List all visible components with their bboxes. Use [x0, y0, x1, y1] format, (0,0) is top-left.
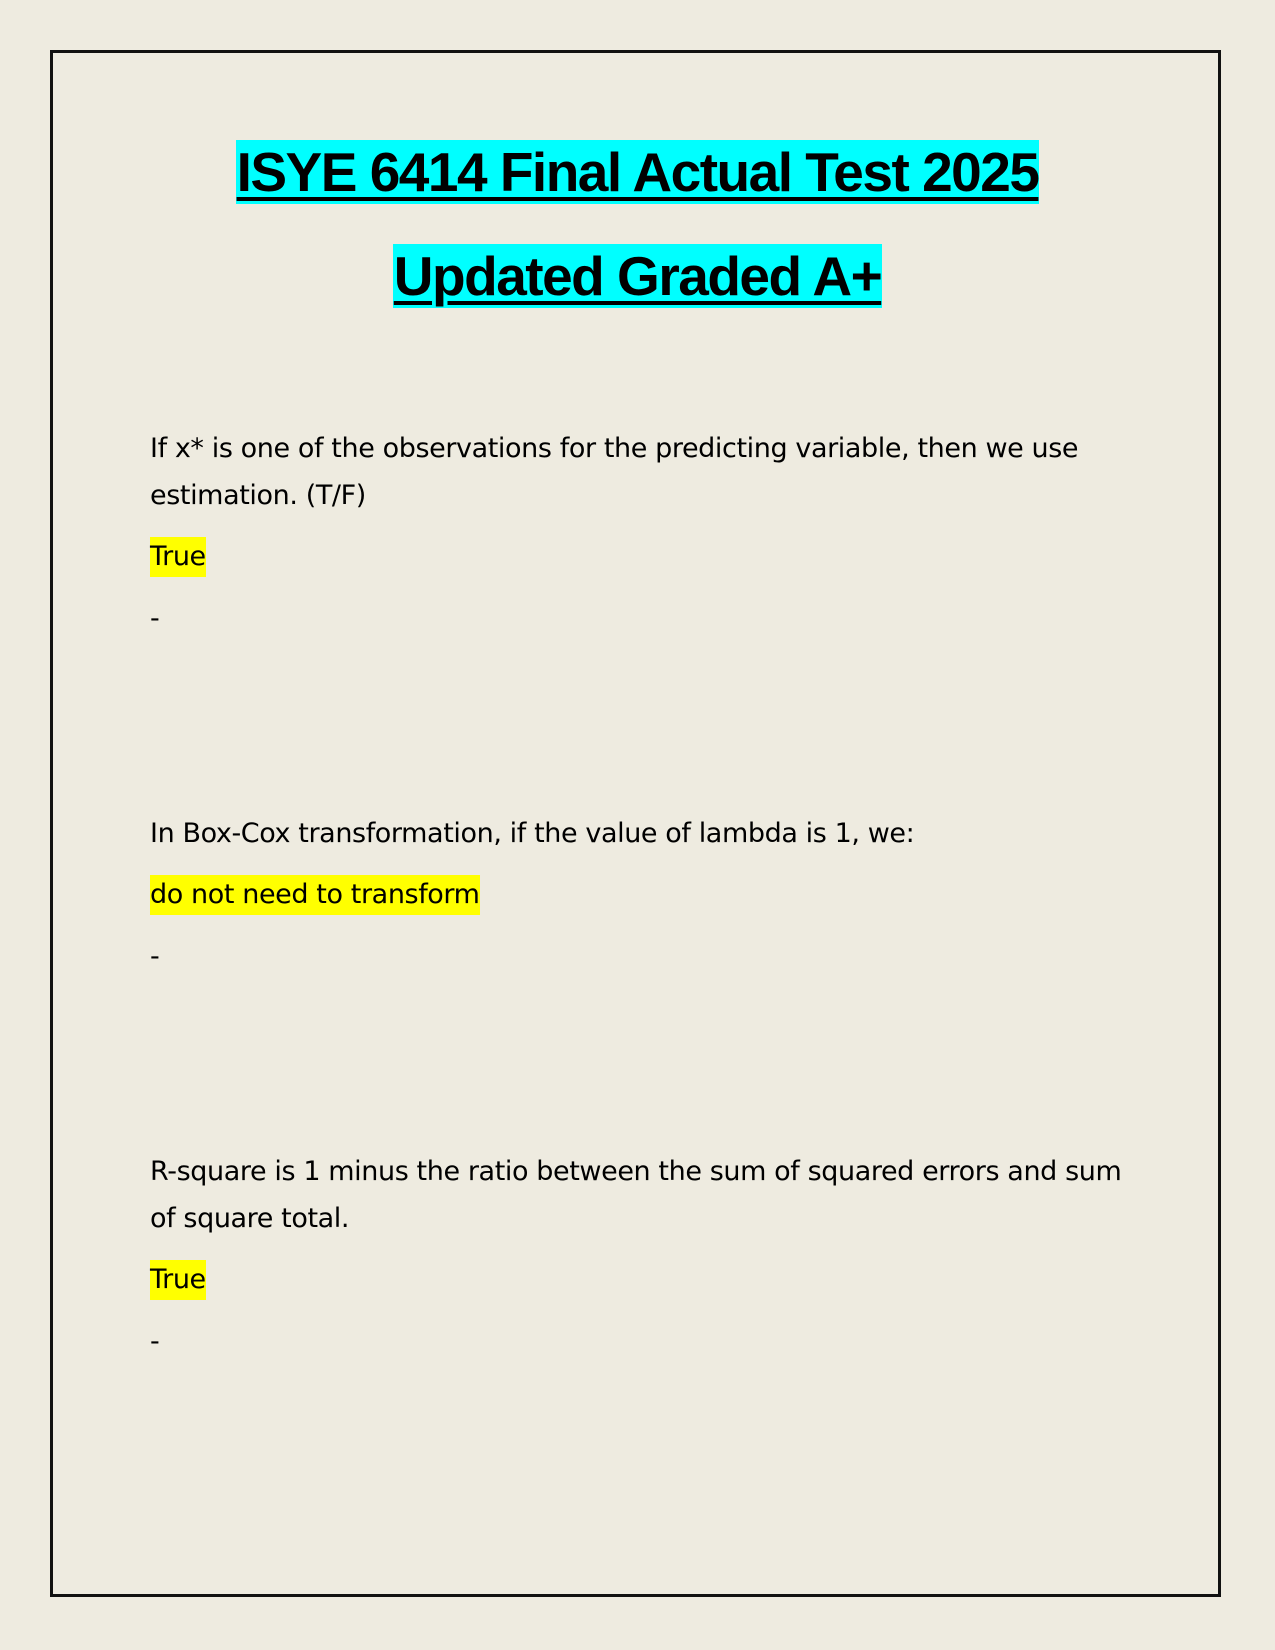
title-line-2: Updated Graded A+ — [393, 245, 882, 307]
question-text: In Box-Cox transformation, if the value of lambda is 1, we: — [150, 818, 915, 849]
qa-item-1 — [150, 425, 1125, 639]
qa-item-3 — [150, 1148, 1125, 1362]
question-text: R-square is 1 minus the ratio between the sum of squared errors and sum of square total. — [150, 1156, 1122, 1234]
separator-dash: - — [150, 1326, 160, 1357]
separator-dash: - — [150, 603, 160, 634]
qa-item-2 — [150, 810, 1125, 977]
question-text: If x* is one of the observations for the predicting variable, then we use estimation. (T/F) — [150, 433, 1079, 511]
separator-dash: - — [150, 941, 160, 972]
answer-highlight: True — [150, 537, 206, 577]
answer-highlight: do not need to transform — [150, 875, 480, 915]
document-title — [0, 140, 1275, 308]
title-line-1: ISYE 6414 Final Actual Test 2025 — [236, 141, 1039, 203]
answer-highlight: True — [150, 1260, 206, 1300]
